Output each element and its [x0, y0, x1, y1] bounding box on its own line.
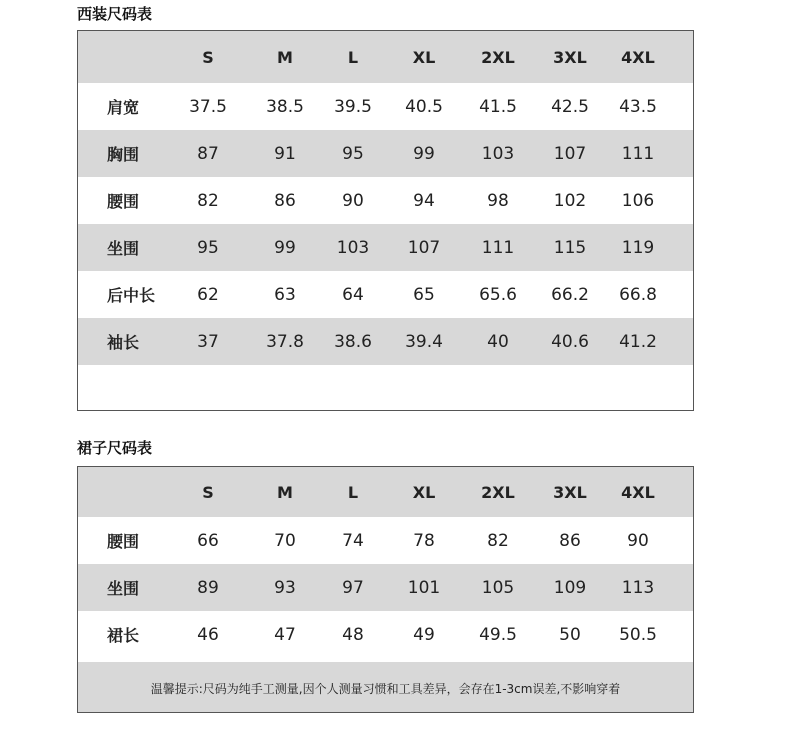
measurement-value: 62	[197, 284, 219, 305]
measurement-value: 102	[553, 190, 587, 211]
size-header-cell: 3XL	[553, 47, 587, 67]
measurement-value: 107	[407, 237, 441, 258]
measurement-value: 38.6	[334, 331, 372, 352]
measurement-value: 49.5	[479, 624, 517, 645]
measurement-value: 37	[197, 331, 219, 352]
measurement-label: 肩宽	[107, 98, 140, 117]
measurement-value: 111	[481, 237, 515, 258]
size-note-row	[78, 662, 693, 713]
measurement-value: 98	[487, 190, 509, 211]
measurement-value: 115	[553, 237, 587, 258]
measurement-value: 48	[342, 624, 364, 645]
measurement-label: 后中长	[107, 286, 156, 305]
measurement-value: 37.8	[266, 331, 304, 352]
measurement-value: 103	[336, 237, 370, 258]
measurement-value: 78	[413, 530, 435, 551]
measurement-value: 40.5	[405, 96, 443, 117]
skirt-table-title: 裙子尺码表	[77, 439, 153, 457]
measurement-row	[78, 83, 693, 130]
measurement-value: 86	[274, 190, 296, 211]
measurement-label: 袖长	[107, 333, 140, 352]
measurement-value: 111	[621, 143, 655, 164]
measurement-value: 64	[342, 284, 364, 305]
measurement-value: 50	[559, 624, 581, 645]
measurement-value: 65	[413, 284, 435, 305]
measurement-value: 95	[342, 143, 364, 164]
measurement-value: 105	[481, 577, 515, 598]
size-header-cell: L	[347, 482, 359, 502]
size-header-cell: 2XL	[481, 482, 515, 502]
measurement-value: 50.5	[619, 624, 657, 645]
measurement-row	[78, 517, 693, 564]
measurement-value: 38.5	[266, 96, 304, 117]
measurement-value: 93	[274, 577, 296, 598]
measurement-value: 99	[413, 143, 435, 164]
measurement-label: 腰围	[107, 532, 140, 551]
measurement-row	[78, 271, 693, 318]
size-header-row	[78, 467, 693, 517]
measurement-value: 41.5	[479, 96, 517, 117]
measurement-value: 82	[487, 530, 509, 551]
measurement-value: 91	[274, 143, 296, 164]
size-header-cell: S	[202, 482, 214, 502]
measurement-value: 74	[342, 530, 364, 551]
skirt-size-table	[77, 466, 694, 713]
measurement-row	[78, 611, 693, 658]
measurement-value: 90	[627, 530, 649, 551]
size-header-cell: 2XL	[481, 47, 515, 67]
measurement-value: 66	[197, 530, 219, 551]
measurement-row	[78, 564, 693, 611]
size-note-text: 温馨提示:尺码为纯手工测量,因个人测量习惯和工具差异，会存在1-3cm误差,不影响穿着	[150, 681, 621, 696]
measurement-row	[78, 224, 693, 271]
measurement-row	[78, 318, 693, 365]
measurement-value: 49	[413, 624, 435, 645]
size-header-cell: L	[347, 47, 359, 67]
measurement-value: 43.5	[619, 96, 657, 117]
measurement-value: 86	[559, 530, 581, 551]
measurement-value: 39.5	[334, 96, 372, 117]
size-header-cell: 4XL	[621, 482, 655, 502]
measurement-value: 97	[342, 577, 364, 598]
measurement-value: 65.6	[479, 284, 517, 305]
measurement-label: 坐围	[107, 579, 140, 598]
measurement-row	[78, 130, 693, 177]
measurement-value: 42.5	[551, 96, 589, 117]
measurement-value: 113	[621, 577, 655, 598]
measurement-value: 46	[197, 624, 219, 645]
measurement-value: 109	[553, 577, 587, 598]
measurement-value: 70	[274, 530, 296, 551]
size-header-cell: M	[277, 482, 293, 502]
measurement-label: 坐围	[107, 239, 140, 258]
measurement-row	[78, 177, 693, 224]
measurement-value: 107	[553, 143, 587, 164]
measurement-value: 63	[274, 284, 296, 305]
measurement-value: 87	[197, 143, 219, 164]
measurement-value: 95	[197, 237, 219, 258]
measurement-value: 82	[197, 190, 219, 211]
measurement-label: 裙长	[107, 626, 140, 645]
measurement-value: 90	[342, 190, 364, 211]
measurement-value: 40	[487, 331, 509, 352]
measurement-value: 119	[621, 237, 655, 258]
size-header-cell: 4XL	[621, 47, 655, 67]
measurement-value: 66.2	[551, 284, 589, 305]
measurement-value: 39.4	[405, 331, 443, 352]
measurement-value: 40.6	[551, 331, 589, 352]
measurement-value: 101	[407, 577, 441, 598]
measurement-value: 103	[481, 143, 515, 164]
size-header-cell: XL	[412, 482, 436, 502]
suit-table-title: 西装尺码表	[77, 5, 153, 23]
size-header-cell: S	[202, 47, 214, 67]
measurement-value: 47	[274, 624, 296, 645]
measurement-label: 腰围	[107, 192, 140, 211]
size-header-row	[78, 31, 693, 83]
measurement-value: 94	[413, 190, 435, 211]
size-header-cell: XL	[412, 47, 436, 67]
measurement-value: 106	[621, 190, 655, 211]
size-header-cell: 3XL	[553, 482, 587, 502]
measurement-value: 37.5	[189, 96, 227, 117]
measurement-value: 99	[274, 237, 296, 258]
measurement-value: 41.2	[619, 331, 657, 352]
measurement-value: 66.8	[619, 284, 657, 305]
size-header-cell: M	[277, 47, 293, 67]
measurement-value: 89	[197, 577, 219, 598]
suit-size-table	[77, 30, 694, 411]
measurement-label: 胸围	[107, 145, 140, 164]
